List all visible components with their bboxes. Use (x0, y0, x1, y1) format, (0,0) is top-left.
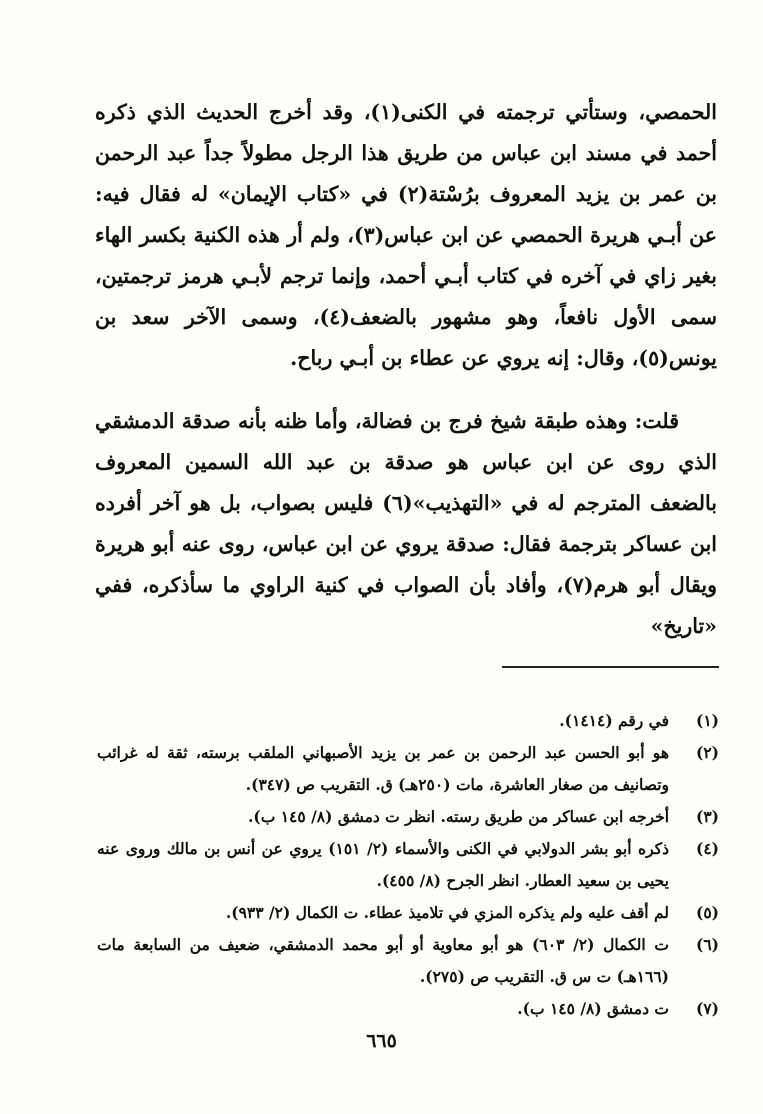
footnote-number: (٦) (695, 935, 719, 954)
footnote-text: هو أبو الحسن عبد الرحمن بن عمر بن يزيد الأصبهاني الملقب برسته، ثقة له غرائب وتصانيف من صغار العاشرة، مات (٢٥٠هـ) ق. التقريب ص (٣٤٧). (97, 743, 669, 794)
footnote-text: في رقم (١٤١٤). (559, 711, 669, 730)
footnote-number: (١) (695, 711, 719, 730)
footnote-1 (97, 705, 719, 737)
footnote-number: (٣) (695, 807, 719, 826)
footnote-text: أخرجه ابن عساكر من طريق رسته. انظر ت دمشق (٨/ ١٤٥ ب). (248, 807, 669, 826)
footnote-number: (٤) (695, 839, 719, 858)
footnote-text: لم أقف عليه ولم يذكره المزي في تلاميذ عطاء. ت الكمال (٢/ ٩٣٣). (225, 903, 669, 922)
footnotes (97, 705, 719, 1025)
footnote-number: (٢) (695, 743, 719, 762)
paragraph-1: الحمصي، وستأتي ترجمته في الكنى(١)، وقد أخرج الحديث الذي ذكره أحمد في مسند ابن عباس من طريق هذا الرجل مطولاً جداً عبد الرحمن بن عمر بن يزيد المعروف برُسْتة(٢) في «كتاب الإيمان» له فقال فيه: عن أبـي هريرة الحمصي عن ابن عباس(٣)، ولم أر هذه الكنية بكسر الهاء بغير زاي في آخره في كتاب أبـي أحمد، وإنما ترجم لأبـي هرمز ترجمتين، سمى الأول نافعاً، وهو مشهور بالضعف(٤)، وسمى الآخر سعد بن يونس(٥)، وقال: إنه يروي عن عطاء بن أبـي رباح. (95, 100, 718, 370)
page-number: ٦٦٥ (366, 1030, 397, 1052)
footnote-text: ت دمشق (٨/ ١٤٥ ب). (517, 999, 669, 1018)
footnote-5 (97, 897, 719, 929)
footnote-2 (97, 737, 719, 801)
footnote-4 (97, 833, 719, 897)
main-text (95, 92, 717, 647)
footnote-6 (97, 929, 719, 993)
footnote-number: (٧) (695, 999, 719, 1018)
paragraph-2: قلت: وهذه طبقة شيخ فرج بن فضالة، وأما ظنه بأنه صدقة الدمشقي الذي روى عن ابن عباس هو صدقة بن عبد الله السمين المعروف بالضعف المترجم له في «التهذيب»(٦) فليس بصواب، بل هو آخر أفرده ابن عساكر بترجمة فقال: صدقة يروي عن ابن عباس، روى عنه أبو هريرة ويقال أبو هرم(٧)، وأفاد بأن الصواب في كنية الراوي ما سأذكره، ففي «تاريخ» (95, 409, 718, 638)
footnote-number: (٥) (695, 903, 719, 922)
footnote-7 (97, 993, 719, 1025)
footnote-text: ت الكمال (٢/ ٦٠٣) هو أبو معاوية أو أبو محمد الدمشقي، ضعيف من السابعة مات (١٦٦هـ) ت س ق. التقريب ص (٢٧٥). (97, 935, 669, 986)
footnote-3 (97, 801, 719, 833)
footnote-separator (502, 666, 719, 668)
footnote-text: ذكره أبو بشر الدولابي في الكنى والأسماء (٢/ ١٥١) يروي عن أنس بن مالك وروى عنه يحيى بن سعيد العطار. انظر الجرح (٨/ ٤٥٥). (97, 839, 669, 890)
